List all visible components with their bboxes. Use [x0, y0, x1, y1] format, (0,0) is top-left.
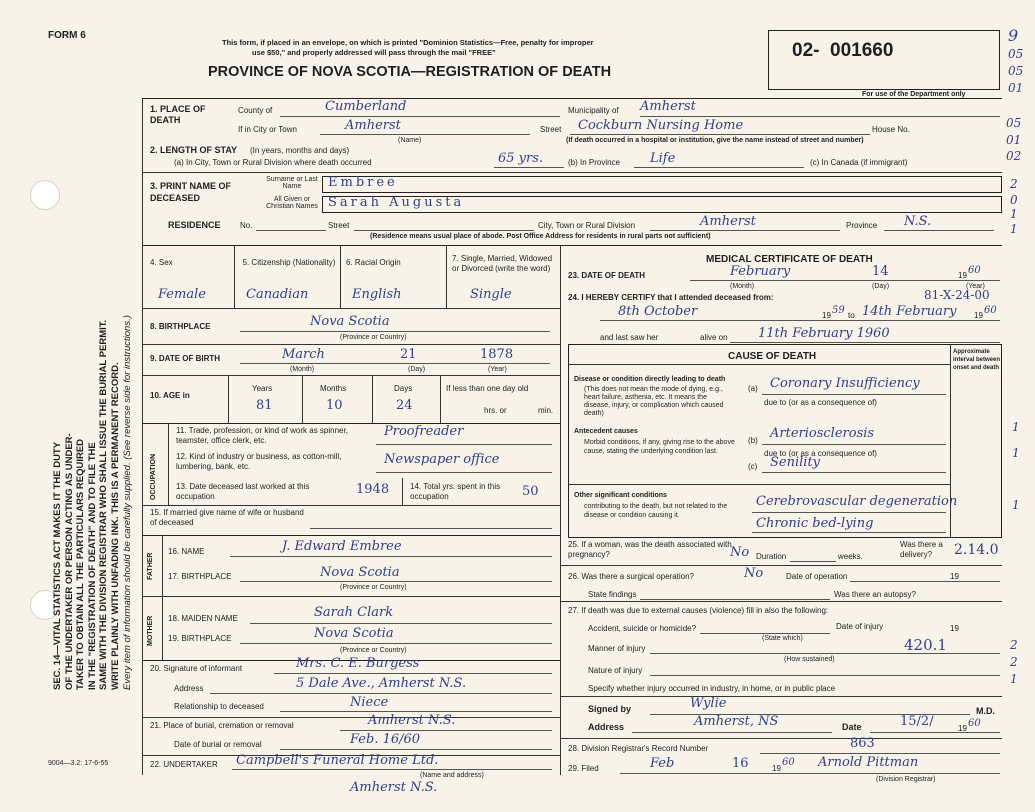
- attended-from-line: [600, 320, 1000, 321]
- edge-code: 01: [1006, 133, 1022, 147]
- racial-origin-label: 6. Racial Origin: [346, 258, 401, 267]
- res-street-line: [354, 230, 534, 231]
- due-to-label-2: due to (or as a consequence of): [764, 449, 877, 458]
- stay-canada-label: (c) In Canada (if immigrant): [810, 158, 908, 167]
- marital-value: Single: [470, 287, 512, 302]
- res-province-label: Province: [846, 221, 878, 230]
- dob-line: [240, 363, 550, 364]
- edge-code: 2: [1010, 655, 1018, 669]
- alive-on-label: alive on: [700, 333, 728, 342]
- age-divider: [228, 375, 229, 423]
- edge-code: 05: [1006, 116, 1022, 130]
- total-years-value: 50: [522, 484, 539, 499]
- father-name-label: 16. NAME: [168, 547, 205, 556]
- findings-line: [640, 599, 830, 600]
- signed-by-label: Signed by: [588, 704, 632, 714]
- age-years-value: 81: [256, 398, 273, 413]
- mother-label: MOTHER: [147, 615, 154, 646]
- surgical-value: No: [744, 566, 764, 581]
- cause-c-marker: (c): [748, 462, 758, 471]
- attended-to-value: 14th February: [862, 304, 957, 319]
- header-line: [142, 98, 1002, 99]
- stay-province-label: (b) In Province: [568, 158, 621, 167]
- section-3-rule: [142, 245, 1002, 246]
- undertaker-line: [232, 769, 552, 770]
- other-note: contributing to the death, but not related to the disease or condition causing it.: [584, 503, 728, 519]
- res-no-label: No.: [240, 221, 253, 230]
- burial-date-line: [280, 749, 552, 750]
- delivery-label: Was there a delivery?: [900, 540, 943, 559]
- county-line: [280, 116, 560, 117]
- length-of-stay-label: 2. LENGTH OF STAY: [150, 145, 238, 155]
- dept-note: For use of the Department only: [862, 91, 966, 98]
- filed-year-value: 60: [782, 757, 795, 768]
- informant-address-label: Address: [174, 684, 204, 693]
- county-value: Cumberland: [325, 99, 407, 114]
- attended-from-19: 19: [822, 311, 831, 320]
- informant-value: Mrs. C. E. Burgess: [296, 656, 420, 671]
- weeks-label: weeks.: [838, 552, 863, 561]
- racial-origin-value: English: [352, 287, 402, 302]
- maiden-name-value: Sarah Clark: [314, 605, 394, 620]
- med-address-line: [632, 732, 832, 733]
- mother-birthplace-line: [240, 643, 552, 644]
- row-rule: [560, 565, 1002, 566]
- stay-province-line: [634, 167, 804, 168]
- cause-a-value: Coronary Insufficiency: [770, 376, 920, 391]
- age-divider: [372, 375, 373, 423]
- date-of-death-line: [690, 280, 1000, 281]
- registration-number: 02- 001660: [792, 40, 894, 61]
- res-city-line: [650, 230, 840, 231]
- envelope-note-2: use $50," and properly addressed will pass through the mail "FREE": [252, 48, 496, 57]
- municipality-line: [640, 116, 1000, 117]
- cause-b-value: Arteriosclerosis: [770, 426, 875, 441]
- reg-record-label: 28. Division Registrar's Record Number: [568, 744, 709, 753]
- city-label: If in City or Town: [238, 125, 297, 134]
- attended-from-year: 59: [832, 305, 845, 316]
- print-name-label: 3. PRINT NAME OF DECEASED: [150, 181, 232, 203]
- father-label: FATHER: [147, 552, 154, 580]
- married-name-label: 15. If married give name of wife or husband of deceased: [150, 508, 304, 527]
- age-divider: [440, 375, 441, 423]
- city-line: [320, 134, 530, 135]
- res-province-line: [884, 230, 994, 231]
- div-registrar-sub: (Division Registrar): [876, 776, 936, 783]
- county-label: County of: [238, 106, 273, 115]
- dob-day-sub: (Day): [408, 366, 426, 373]
- edge-code: 1: [1010, 222, 1018, 236]
- residence-note: (Residence means usual place of abode. Post Office Address for residents in rural parts not sufficient): [370, 233, 711, 240]
- age-months-label: Months: [320, 384, 347, 393]
- hrs-or-label: hrs. or: [484, 406, 507, 415]
- trade-label: 11. Trade, profession, or kind of work as spinner, teamster, office clerk, etc.: [176, 426, 348, 445]
- form-number: FORM 6: [48, 30, 86, 41]
- to-label: to: [848, 311, 855, 320]
- city-value: Amherst: [345, 118, 401, 133]
- attended-to-19: 19: [974, 311, 983, 320]
- death-year-19: 19: [958, 271, 967, 280]
- birthplace-value: Nova Scotia: [310, 314, 390, 329]
- row-rule: [142, 505, 560, 506]
- disease-leading-label: Disease or condition directly leading to death: [574, 376, 726, 383]
- father-name-line: [230, 556, 552, 557]
- age-years-label: Years: [252, 384, 273, 393]
- res-city-value: Amherst: [700, 214, 756, 229]
- married-name-line: [310, 528, 552, 529]
- duration-label: Duration: [756, 552, 787, 561]
- informant-address-line: [210, 693, 552, 694]
- envelope-note-1: This form, if placed in an envelope, on which is printed "Dominion Statistics—Free, penalty for improper: [222, 38, 594, 47]
- dob-label: 9. DATE OF BIRTH: [150, 354, 221, 363]
- certify-label: 24. I HEREBY CERTIFY that I attended deceased from:: [568, 293, 774, 302]
- med-address-value: Amherst, NS: [694, 714, 779, 729]
- undertaker-label: 22. UNDERTAKER: [150, 760, 218, 769]
- record-number-value: 863: [850, 736, 875, 751]
- undertaker-sub: (Name and address): [420, 772, 484, 779]
- parent-divider: [162, 535, 163, 660]
- med-date-value: 15/2/: [900, 714, 934, 729]
- due-to-label: due to (or as a consequence of): [764, 398, 877, 407]
- undertaker-address-value: Amherst N.S.: [350, 780, 438, 795]
- dob-month-value: March: [282, 347, 325, 362]
- father-name-value: J. Edward Embree: [282, 539, 402, 554]
- last-saw-line: [730, 342, 1000, 343]
- age-months-value: 10: [326, 398, 343, 413]
- dob-year-value: 1878: [480, 347, 514, 362]
- row-rule: [560, 601, 1002, 602]
- citizenship-value: Canadian: [246, 287, 309, 302]
- row-rule: [142, 375, 560, 376]
- med-date-label: Date: [842, 722, 862, 732]
- autopsy-label: Was there an autopsy?: [834, 590, 916, 599]
- cause-b-line: [762, 444, 946, 445]
- burial-place-line: [340, 730, 552, 731]
- occupation-divider: [168, 423, 169, 505]
- street-label: Street: [540, 125, 562, 134]
- surgical-label: 26. Was there a surgical operation?: [568, 572, 694, 581]
- pregnancy-label: 25. If a woman, was the death associated with pregnancy?: [568, 540, 732, 559]
- marital-label: 7. Single, Married, Widowed or Divorced (write the word): [452, 254, 553, 273]
- col-divider: [234, 245, 235, 308]
- father-birthplace-line: [240, 581, 552, 582]
- edge-code: 1: [1012, 420, 1020, 434]
- death-month-sub: (Month): [730, 283, 755, 290]
- edge-code: 02: [1006, 149, 1022, 163]
- res-no-line: [256, 230, 326, 231]
- delivery-code-value: 2.14.0: [954, 542, 999, 558]
- row-rule: [560, 738, 1002, 739]
- nature-label: Nature of injury: [588, 666, 643, 675]
- how-sustained-sub: (How sustained): [784, 656, 835, 663]
- age-days-label: Days: [394, 384, 413, 393]
- signed-by-value: Wylie: [690, 696, 727, 711]
- accident-line: [700, 633, 830, 634]
- filed-line: [620, 773, 1000, 774]
- stay-city-value: 65 yrs.: [498, 151, 544, 166]
- death-year-value: 60: [968, 265, 981, 276]
- street-line: [570, 134, 870, 135]
- relationship-value: Niece: [350, 695, 389, 710]
- other-significant-label: Other significant conditions: [574, 492, 667, 499]
- death-month-value: February: [730, 264, 791, 279]
- manner-line: [650, 653, 1000, 654]
- industry-value: Newspaper office: [384, 452, 500, 467]
- injury-code-value: 420.1: [904, 636, 947, 654]
- father-birthplace-label: 17. BIRTHPLACE: [168, 572, 232, 581]
- operation-19: 19: [950, 572, 959, 581]
- specify-label: Specify whether injury occurred in industry, in home, or in public place: [588, 684, 836, 693]
- cause-title: CAUSE OF DEATH: [728, 351, 817, 362]
- informant-address-value: 5 Dale Ave., Amherst N.S.: [296, 676, 467, 691]
- manner-label: Manner of injury: [588, 644, 646, 653]
- date-of-operation-label: Date of operation: [786, 572, 848, 581]
- trade-line: [376, 444, 552, 445]
- form-title: PROVINCE OF NOVA SCOTIA—REGISTRATION OF DEATH: [208, 64, 612, 80]
- length-note: (In years, months and days): [250, 146, 350, 155]
- surname-box: [322, 176, 1002, 193]
- edge-code: 05: [1008, 47, 1024, 61]
- other-line-2: [752, 532, 946, 533]
- cause-rule: [568, 484, 950, 485]
- antecedent-label: Antecedent causes: [574, 428, 638, 435]
- edge-code: 1: [1012, 446, 1020, 460]
- cause-c-line: [762, 472, 946, 473]
- last-saw-label: and last saw her: [600, 333, 659, 342]
- registrar-signature: Arnold Pittman: [818, 755, 919, 770]
- maiden-name-label: 18. MAIDEN NAME: [168, 614, 238, 623]
- informant-line: [274, 673, 552, 674]
- burial-place-label: 21. Place of burial, cremation or removal: [150, 721, 294, 730]
- city-name-sub: (Name): [398, 137, 422, 144]
- industry-line: [376, 472, 552, 473]
- informant-label: 20. Signature of informant: [150, 664, 243, 673]
- injury-19: 19: [950, 624, 959, 633]
- med-year-value: 60: [968, 718, 981, 729]
- stay-city-label: (a) In City, Town or Rural Division where death occurred: [174, 158, 372, 167]
- dob-year-sub: (Year): [488, 366, 507, 373]
- industry-label: 12. Kind of industry or business, as cotton-mill, lumbering, bank, etc.: [176, 452, 342, 471]
- death-year-sub: (Year): [966, 283, 985, 290]
- filed-19: 19: [772, 764, 781, 773]
- res-province-value: N.S.: [904, 214, 932, 229]
- birthplace-line: [240, 331, 550, 332]
- birthplace-label: 8. BIRTHPLACE: [150, 322, 211, 331]
- other-2-value: Chronic bed-lying: [756, 516, 874, 531]
- row-rule: [560, 696, 1002, 697]
- house-no-label: House No.: [872, 125, 910, 134]
- age-divider: [302, 375, 303, 423]
- res-street-label: Street: [328, 221, 350, 230]
- other-1-value: Cerebrovascular degeneration: [756, 494, 958, 509]
- row-rule: [142, 308, 560, 309]
- stay-city-line: [494, 167, 564, 168]
- interval-label: Approximate interval between onset and death: [953, 349, 1001, 371]
- relationship-label: Relationship to deceased: [174, 702, 264, 711]
- death-day-sub: (Day): [872, 283, 890, 290]
- surname-value: Embree: [328, 175, 398, 190]
- mother-birthplace-value: Nova Scotia: [314, 626, 394, 641]
- edge-code: 1: [1010, 672, 1018, 686]
- total-years-label: 14. Total yrs. spent in this occupation: [410, 482, 501, 501]
- age-label: 10. AGE in: [150, 391, 190, 400]
- residence-label: RESIDENCE: [168, 220, 221, 230]
- edge-code: 01: [1008, 81, 1024, 95]
- edge-code: 2: [1010, 177, 1018, 191]
- municipality-label: Municipality of: [568, 106, 619, 115]
- accident-label: Accident, suicide or homicide?: [588, 624, 697, 633]
- place-of-death-label: 1. PLACE OF DEATH: [150, 104, 206, 125]
- last-worked-label: 13. Date deceased last worked at this occupation: [176, 482, 310, 501]
- hospital-note: (If death occurred in a hospital or institution, give the name instead of street and number): [566, 137, 864, 144]
- state-which-sub: (State which): [762, 635, 803, 642]
- filed-day-value: 16: [732, 756, 749, 771]
- death-day-value: 14: [872, 264, 889, 279]
- row-rule: [142, 717, 560, 718]
- left-border: [142, 98, 143, 775]
- section-2-rule: [142, 172, 1002, 173]
- row-rule: [142, 344, 560, 345]
- edge-code: 2: [1010, 638, 1018, 652]
- burial-place-value: Amherst N.S.: [368, 713, 456, 728]
- age-days-value: 24: [396, 398, 413, 413]
- occupation-label: OCCUPATION: [150, 453, 157, 500]
- relationship-line: [280, 711, 552, 712]
- nature-line: [650, 675, 1000, 676]
- less-than-day-label: If less than one day old: [446, 384, 529, 393]
- total-years-divider: [402, 478, 403, 505]
- trade-value: Proofreader: [384, 424, 464, 439]
- min-label: min.: [538, 406, 554, 415]
- other-line-1: [752, 512, 946, 513]
- last-saw-value: 11th February 1960: [758, 326, 890, 341]
- med-date-line: [870, 732, 1000, 733]
- edge-code: 05: [1008, 64, 1024, 78]
- md-label: M.D.: [976, 706, 995, 716]
- med-19: 19: [958, 724, 967, 733]
- sex-value: Female: [158, 287, 206, 302]
- duration-line: [790, 561, 836, 562]
- col-divider: [340, 245, 341, 308]
- citizenship-label: 5. Citizenship (Nationality): [242, 258, 336, 267]
- father-birthplace-value: Nova Scotia: [320, 565, 400, 580]
- date-of-death-label: 23. DATE OF DEATH: [568, 271, 646, 280]
- given-names-value: Sarah Augusta: [328, 195, 465, 210]
- cause-header-rule: [568, 364, 950, 365]
- operation-line: [850, 581, 1000, 582]
- edge-code: 1: [1010, 207, 1018, 221]
- municipality-value: Amherst: [640, 99, 696, 114]
- dob-month-sub: (Month): [290, 366, 315, 373]
- dob-day-value: 21: [400, 347, 417, 362]
- edge-code: 1: [1012, 498, 1020, 512]
- cause-c-value: Senility: [770, 455, 821, 470]
- left-margin-instructions: SEC. 14—VITAL STATISTICS ACT MAKES IT THE DUTY OF THE UNDERTAKER OR PERSON ACTING AS UNDER- TAKER TO OBTAIN ALL THE PARTICULARS REQUIRED IN THE "REGISTRATION OF DEATH" AND TO FILE THE SAME WITH THE DIVISION REGISTRAR WHO SHALL ISSUE THE BURIAL PERMIT. WRITE PLAINLY WITH UNFADING INK. THIS IS A PERMANENT RECORD. Every item of information should be carefully supplied. (See reverse side for instructions.): [52, 315, 133, 690]
- attended-to-year: 60: [984, 305, 997, 316]
- hospital-value: Cockburn Nursing Home: [578, 118, 744, 133]
- age-edge-value: 81-X-24-00: [924, 288, 990, 302]
- maiden-name-line: [250, 623, 552, 624]
- burial-date-label: Date of burial or removal: [174, 740, 262, 749]
- row-rule: [142, 423, 560, 424]
- footer-code: 9004—3.2: 17-6-55: [48, 760, 109, 767]
- row-rule: [142, 596, 560, 597]
- external-label: 27. If death was due to external causes (violence) fill in also the following:: [568, 606, 829, 615]
- disease-note: (This does not mean the mode of dying, e.g., heart failure, asthenia, etc. It means the disease, injury, or complication which caused death): [584, 386, 724, 417]
- row-rule: [142, 535, 560, 536]
- antecedent-note: Morbid conditions, if any, giving rise to the above cause, stating the underlying condition last.: [584, 439, 735, 455]
- edge-code: 9: [1008, 26, 1019, 45]
- father-birthplace-sub: (Province or Country): [340, 584, 407, 591]
- stay-province-value: Life: [650, 151, 676, 166]
- res-city-label: City, Town or Rural Division: [538, 221, 636, 230]
- pregnancy-value: No: [730, 545, 750, 560]
- surname-label: Surname or Last Name: [266, 176, 318, 190]
- filed-label: 29. Filed: [568, 764, 599, 773]
- reg-record-line: [760, 753, 1000, 754]
- cause-a-marker: (a): [748, 384, 758, 393]
- col-divider: [446, 245, 447, 308]
- med-address-label: Address: [588, 722, 625, 732]
- edge-code: 0: [1010, 193, 1018, 207]
- mother-birthplace-label: 19. BIRTHPLACE: [168, 634, 232, 643]
- attended-from-value: 8th October: [618, 304, 698, 319]
- given-names-label: All Given or Christian Names: [266, 196, 318, 210]
- cause-b-marker: (b): [748, 436, 758, 445]
- undertaker-value: Campbell's Funeral Home Ltd.: [236, 753, 439, 768]
- birthplace-sub: (Province or Country): [340, 334, 407, 341]
- date-of-injury-label: Date of injury: [836, 622, 884, 631]
- mother-birthplace-sub: (Province or Country): [340, 647, 407, 654]
- cause-a-line: [762, 394, 946, 395]
- state-findings-label: State findings: [588, 590, 637, 599]
- burial-date-value: Feb. 16/60: [350, 732, 421, 747]
- last-worked-value: 1948: [356, 482, 390, 497]
- medical-certificate-title: MEDICAL CERTIFICATE OF DEATH: [706, 254, 873, 265]
- sex-label: 4. Sex: [150, 258, 173, 267]
- filed-month-value: Feb: [650, 756, 675, 771]
